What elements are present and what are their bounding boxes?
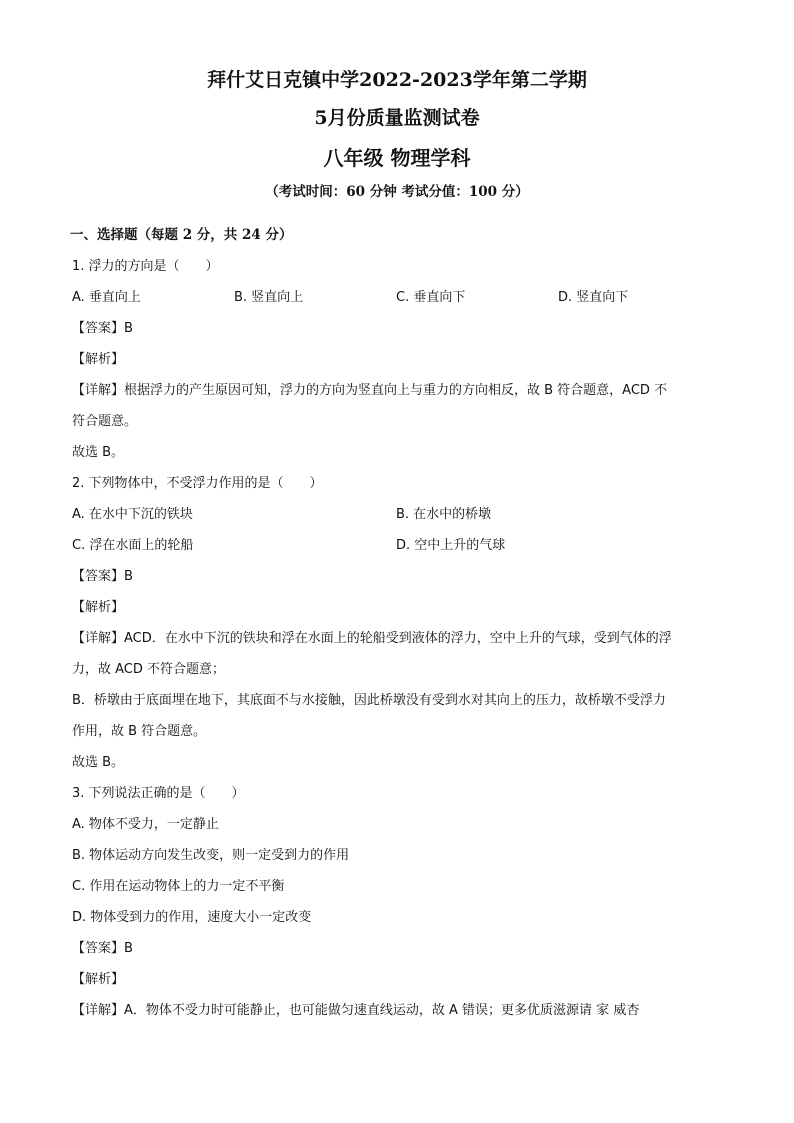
- option-d: D. 竖直向下: [558, 290, 629, 305]
- detail-line: 力，故 ACD 不符合题意；: [72, 662, 226, 677]
- conclusion: 故选 B。: [72, 445, 125, 460]
- detail-line: 【详解】根据浮力的产生原因可知，浮力的方向为竖直向上与重力的方向相反，故 B 符合题意，ACD 不: [72, 383, 668, 398]
- option-b: B. 在水中的桥墩: [396, 507, 492, 522]
- detail-line: B．桥墩由于底面埋在地下，其底面不与水接触，因此桥墩没有受到水对其向上的压力，故桥墩不受浮力: [72, 693, 666, 708]
- option-c: C. 垂直向下: [396, 290, 466, 305]
- option-a: A. 垂直向上: [72, 290, 141, 305]
- answer: 【答案】B: [72, 941, 133, 956]
- detail-line: 符合题意。: [72, 414, 138, 429]
- question-1: [72, 251, 722, 468]
- conclusion: 故选 B。: [72, 755, 125, 770]
- section-heading: 一、选择题（每题 2 分，共 24 分）: [70, 227, 293, 243]
- question-options: [72, 282, 722, 313]
- option-c: C. 作用在运动物体上的力一定不平衡: [72, 879, 285, 894]
- question-options-row-2: [72, 530, 722, 561]
- exam-info: （考试时间：60 分钟 考试分值：100 分）: [265, 184, 529, 200]
- exam-header: [0, 66, 794, 202]
- question-stem: 2. 下列物体中，不受浮力作用的是（ ）: [72, 476, 323, 491]
- option-d: D. 空中上升的气球: [396, 538, 506, 553]
- question-stem: 3. 下列说法正确的是（ ）: [72, 786, 245, 801]
- analysis-label: 【解析】: [72, 352, 125, 367]
- question-stem: 1. 浮力的方向是（ ）: [72, 259, 219, 274]
- option-b: B. 竖直向上: [234, 290, 304, 305]
- option-a: A. 在水中下沉的铁块: [72, 507, 193, 522]
- exam-title: 5月份质量监测试卷: [314, 107, 480, 129]
- question-3: [72, 778, 722, 1026]
- answer: 【答案】B: [72, 569, 133, 584]
- grade-subject-title: 八年级 物理学科: [323, 146, 471, 170]
- exam-content: [72, 220, 722, 1026]
- school-title: 拜什艾日克镇中学2022-2023学年第二学期: [207, 69, 587, 91]
- option-d: D. 物体受到力的作用，速度大小一定改变: [72, 910, 312, 925]
- detail-line: 【详解】A．物体不受力时可能静止，也可能做匀速直线运动，故 A 错误；更多优质滋源请 家 威杏: [72, 1003, 640, 1018]
- question-options-row-1: [72, 499, 722, 530]
- detail-line: 作用，故 B 符合题意。: [72, 724, 207, 739]
- option-b: B. 物体运动方向发生改变，则一定受到力的作用: [72, 848, 350, 863]
- option-a: A. 物体不受力，一定静止: [72, 817, 219, 832]
- option-c: C. 浮在水面上的轮船: [72, 538, 194, 553]
- analysis-label: 【解析】: [72, 600, 125, 615]
- question-2: [72, 468, 722, 778]
- answer: 【答案】B: [72, 321, 133, 336]
- detail-line: 【详解】ACD．在水中下沉的铁块和浮在水面上的轮船受到液体的浮力，空中上升的气球，受到气体的浮: [72, 631, 672, 646]
- analysis-label: 【解析】: [72, 972, 125, 987]
